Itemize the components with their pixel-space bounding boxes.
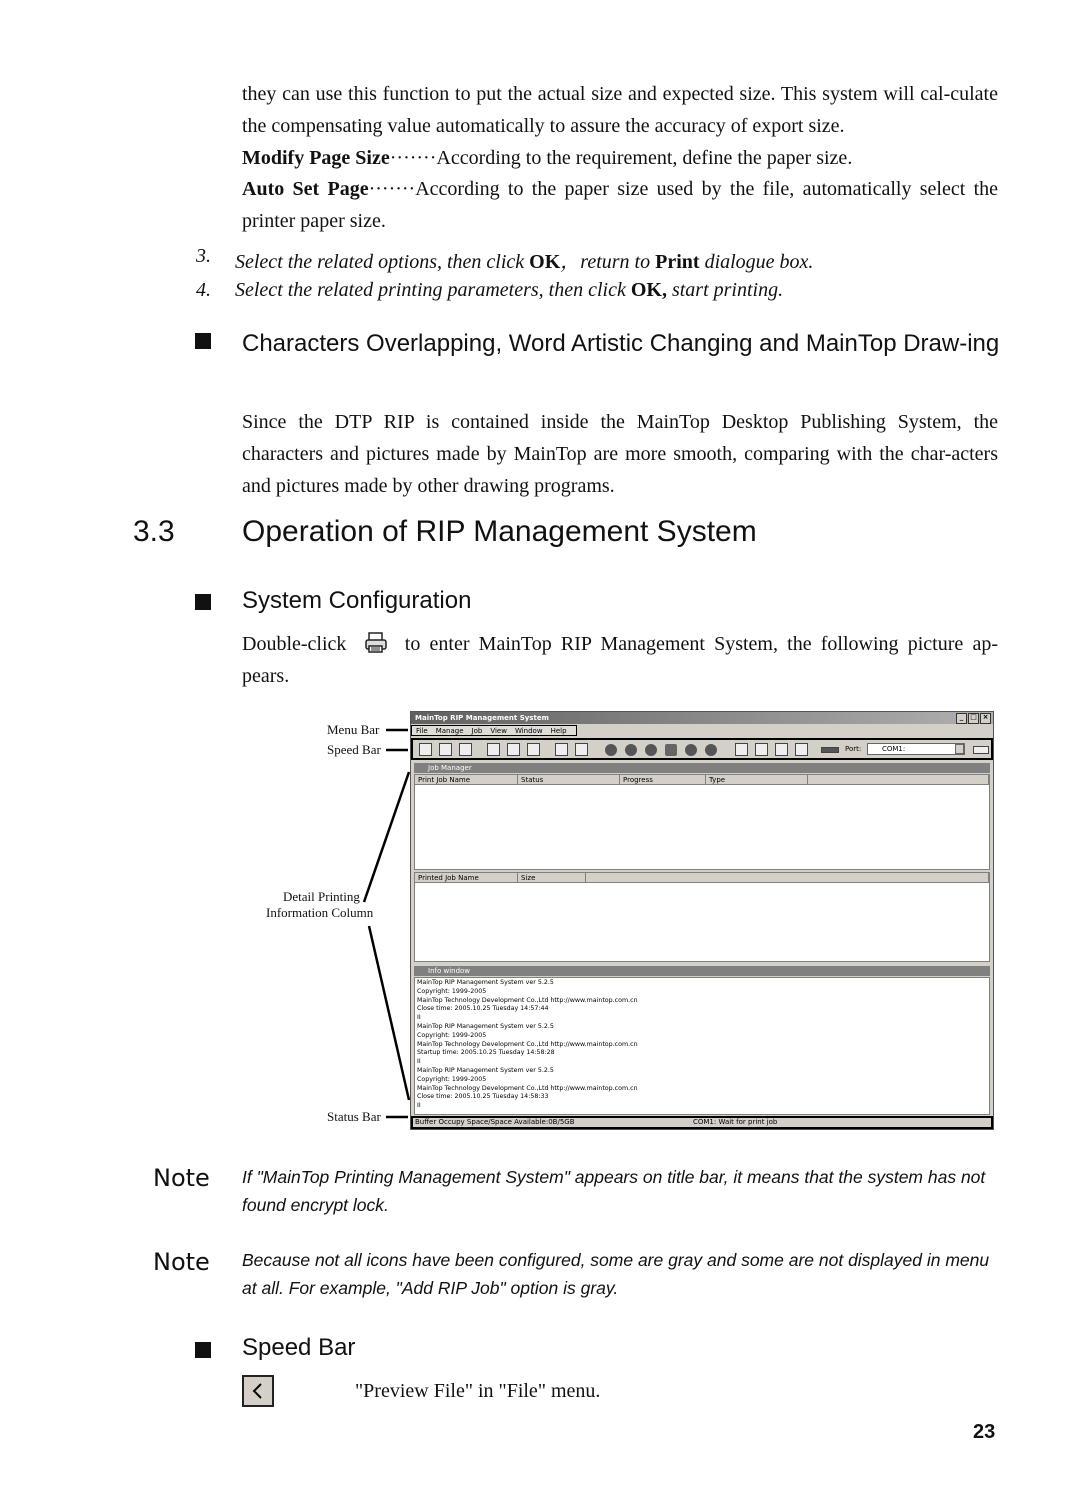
section-overlap-body: Since the DTP RIP is contained inside the MainTop Desktop Publishing System, the characters and pictures made by MainTop are more smooth, comparing with the char-acters and pictures made by other drawing programs. xyxy=(242,411,998,497)
section-number: 3.3 xyxy=(133,515,175,548)
printed-list-panel xyxy=(414,872,990,962)
note-text: If "MainTop Printing Management System" appears on title bar, it means that the system has not found encrypt lock. xyxy=(242,1167,986,1215)
info-window-log xyxy=(414,977,990,1115)
menu-manage[interactable]: Manage xyxy=(435,727,464,735)
print-setup-icon[interactable] xyxy=(487,743,500,756)
tool-icon[interactable] xyxy=(575,743,588,756)
speed-bar-item-text: "Preview File" in "File" menu. xyxy=(355,1380,601,1402)
bullet-square xyxy=(195,1342,211,1358)
auto-set-page-term: Auto Set Page xyxy=(242,178,369,200)
ruler-icon[interactable] xyxy=(821,747,839,753)
auto-set-page-desc: According to the paper size used by the file, automatically select the printer paper size. xyxy=(242,178,999,232)
step-text: start printing. xyxy=(666,279,784,301)
speed-bar-heading: Speed Bar xyxy=(242,1334,356,1361)
step-text: dialogue box. xyxy=(699,251,814,273)
zoom-icon[interactable] xyxy=(775,743,788,756)
log-lines xyxy=(417,979,987,1111)
preview-file-icon[interactable] xyxy=(419,743,432,756)
callout-menu-bar: Menu Bar xyxy=(327,722,380,737)
step-bold: OK, xyxy=(630,279,667,301)
tool-icon[interactable] xyxy=(735,743,748,756)
modify-page-size-term: Modify Page Size xyxy=(242,147,390,169)
document-icon[interactable] xyxy=(439,743,452,756)
up-icon[interactable] xyxy=(685,744,697,756)
log-line: Startup time: 2005.10.25 Tuesday 14:58:28 xyxy=(417,1049,555,1057)
step-text: Select the related options, then click xyxy=(235,251,530,273)
column-header[interactable]: Size xyxy=(518,873,586,883)
tool-icon[interactable] xyxy=(755,743,768,756)
pause-icon[interactable] xyxy=(605,744,617,756)
dots: ······· xyxy=(368,178,416,200)
log-line: MainTop RIP Management System ver 5.2.5 xyxy=(417,1022,554,1030)
menu-file[interactable]: File xyxy=(416,727,428,735)
callout-status-bar: Status Bar xyxy=(327,1109,381,1124)
note-text: Because not all icons have been configured, some are gray and some are not displayed in menu at all. For example, "Add RIP Job" option is gray. xyxy=(242,1250,990,1298)
log-line: II xyxy=(417,1058,421,1066)
section-title: Operation of RIP Management System xyxy=(242,515,757,548)
step-3-number: 3. xyxy=(196,245,211,267)
log-line: MainTop RIP Management System ver 5.2.5 xyxy=(417,1066,554,1074)
log-line: Copyright: 1999-2005 xyxy=(417,1031,487,1039)
maximize-button[interactable]: □ xyxy=(968,713,979,724)
log-line: MainTop Technology Development Co.,Ltd http://www.maintop.com.cn xyxy=(417,1040,638,1048)
dots: ······· xyxy=(389,147,437,169)
log-line: MainTop Technology Development Co.,Ltd http://www.maintop.com.cn xyxy=(417,996,638,1004)
menu-job[interactable]: Job xyxy=(471,727,483,735)
modify-page-size-desc: According to the requirement, define the paper size. xyxy=(436,147,853,169)
column-header-empty xyxy=(586,873,989,883)
menu-bar xyxy=(411,725,577,736)
tool-icon[interactable] xyxy=(795,743,808,756)
column-header[interactable]: Printed Job Name xyxy=(415,873,518,883)
step-text: ，return to xyxy=(560,251,656,273)
column-header[interactable]: Progress xyxy=(620,775,706,785)
step-bold: OK xyxy=(529,251,561,273)
log-line: MainTop RIP Management System ver 5.2.5 xyxy=(417,979,554,986)
play-icon[interactable] xyxy=(645,744,657,756)
text: Double-click xyxy=(242,633,347,655)
column-header[interactable]: Print Job Name xyxy=(415,775,518,785)
column-header[interactable]: Type xyxy=(706,775,808,785)
tool-icon[interactable] xyxy=(555,743,568,756)
column-header-empty xyxy=(808,775,989,785)
down-icon[interactable] xyxy=(705,744,717,756)
copy-icon[interactable] xyxy=(527,743,540,756)
stop-icon[interactable] xyxy=(625,744,637,756)
document-icon[interactable] xyxy=(459,743,472,756)
step-bold: Print xyxy=(655,251,700,273)
menu-help[interactable]: Help xyxy=(550,727,567,735)
step-text: Select the related printing parameters, then click xyxy=(235,279,631,301)
window-titlebar xyxy=(411,712,993,724)
window-title: MainTop RIP Management System xyxy=(415,714,549,722)
log-line: Close time: 2005.10.25 Tuesday 14:57:44 xyxy=(417,1005,549,1013)
speed-bar xyxy=(411,738,993,760)
system-configuration-heading: System Configuration xyxy=(242,587,472,614)
intro-paragraph: they can use this function to put the actual size and expected size. This system will cal-culate the compensating value automatically to assure the accuracy of export size. xyxy=(242,83,998,137)
menu-window[interactable]: Window xyxy=(514,727,543,735)
note-label: Note xyxy=(153,1248,210,1276)
delete-icon[interactable] xyxy=(665,744,677,756)
chevron-down-icon[interactable] xyxy=(955,744,964,754)
status-left: Buffer Occupy Space/Space Available:0B/5GB xyxy=(415,1118,575,1126)
info-window-title: Info window xyxy=(414,966,990,976)
port-select[interactable]: COM1: xyxy=(867,743,965,755)
menu-view[interactable]: View xyxy=(490,727,507,735)
preview-file-icon xyxy=(242,1375,274,1407)
note-label: Note xyxy=(153,1164,210,1192)
printer-icon[interactable] xyxy=(507,743,520,756)
log-line: II xyxy=(417,1014,421,1022)
log-line: Close time: 2005.10.25 Tuesday 14:58:33 xyxy=(417,1093,549,1101)
callout-speed-bar: Speed Bar xyxy=(327,742,381,757)
section-heading-overlap: Characters Overlapping, Word Artistic Changing and MainTop Draw-ing xyxy=(242,330,1000,357)
log-line: Copyright: 1999-2005 xyxy=(417,987,487,995)
page-number: 23 xyxy=(973,1421,996,1443)
port-label: Port: xyxy=(845,745,862,753)
step-4-number: 4. xyxy=(196,279,211,301)
log-line: Copyright: 1999-2005 xyxy=(417,1075,487,1083)
settings-icon[interactable] xyxy=(973,746,989,754)
minimize-button[interactable]: _ xyxy=(956,713,967,724)
column-header[interactable]: Status xyxy=(518,775,620,785)
close-button[interactable]: × xyxy=(980,713,991,724)
callout-detail-line2: Information Column xyxy=(266,905,374,920)
job-list-panel xyxy=(414,774,990,870)
app-window xyxy=(410,711,994,1130)
status-right: COM1: Wait for print job xyxy=(693,1118,778,1126)
status-bar xyxy=(411,1116,993,1129)
callout-detail-line1: Detail Printing xyxy=(283,889,360,904)
log-line: MainTop Technology Development Co.,Ltd http://www.maintop.com.cn xyxy=(417,1084,638,1092)
text: to enter MainTop RIP Management System, the following picture ap-pears. xyxy=(242,633,998,687)
job-manager-title: Job Manager xyxy=(414,763,990,773)
log-line: II xyxy=(417,1102,421,1110)
